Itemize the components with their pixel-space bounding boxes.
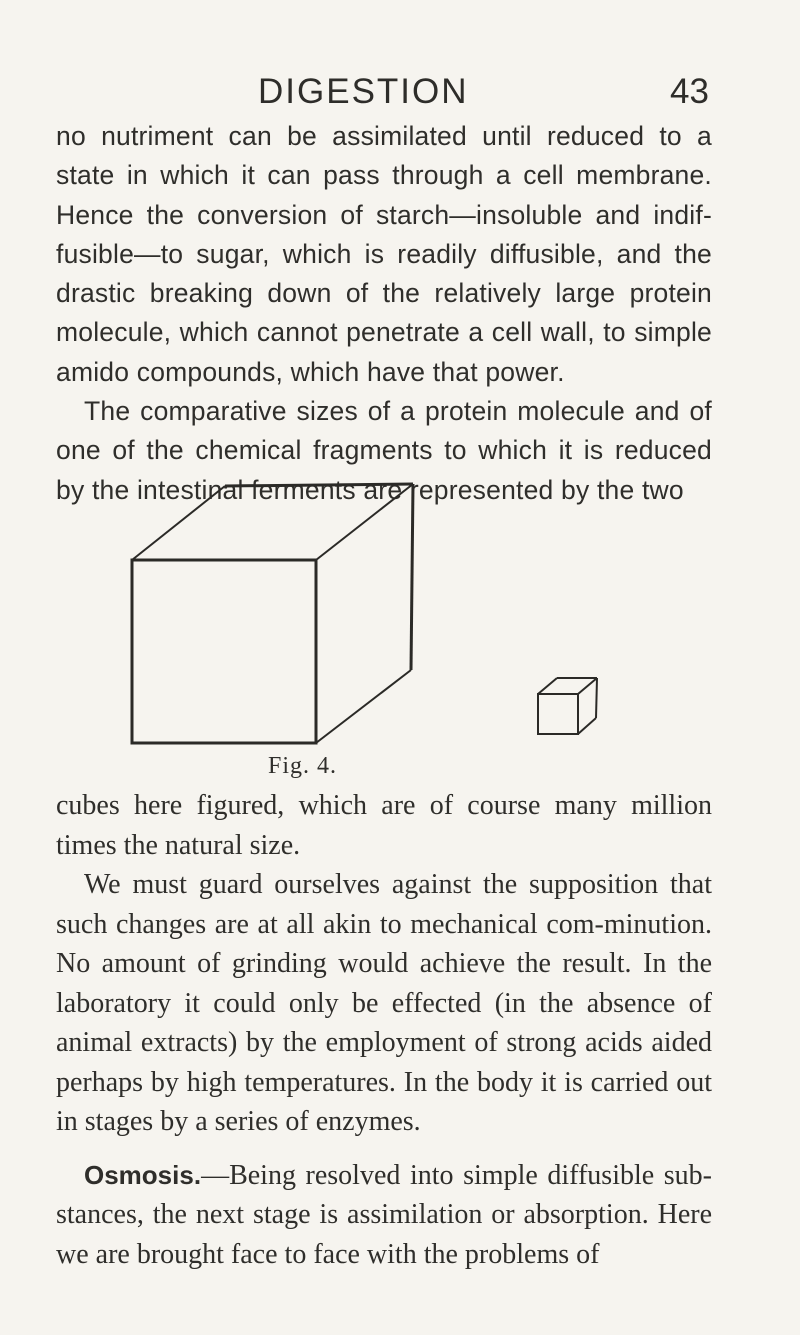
chapter-title: DIGESTION (258, 72, 469, 111)
body-text-top (56, 117, 712, 510)
paragraph: cubes here figured, which are of course many million times the natural size. (56, 790, 712, 861)
paragraph: We must guard ourselves against the supposition that such changes are at all akin to mechanical com-minution. No amount of grinding would achieve the result. In the laboratory it could only be effected (in the absence of animal extracts) by the employment of strong acids aided perhaps by high temperatures. In the body it is carried out in stages by a series of enzymes. (56, 869, 712, 1137)
section-paragraph (56, 1156, 712, 1275)
small-cube (538, 678, 597, 734)
running-header (0, 70, 800, 118)
paragraph: The comparative sizes of a protein molecule and of one of the chemical fragments to which it is reduced by the intestinal ferments are represented by the two (56, 396, 712, 505)
large-cube (132, 484, 413, 743)
section-heading: Osmosis. (84, 1159, 202, 1190)
figure-cubes (120, 478, 640, 756)
page-number: 43 (670, 72, 709, 111)
body-text-bottom (56, 786, 712, 1274)
paragraph: no nutriment can be assimilated until reduced to a state in which it can pass through a cell membrane. Hence the conversion of starch—insoluble and indif-fusible—to sugar, which is readily diffusible, and the drastic breaking down of the relatively large protein molecule, which cannot penetrate a cell wall, to simple amido compounds, which have that power. (56, 121, 712, 387)
section-text: —Being resolved into simple diffusible sub-stances, the next stage is assimilation or absorption. Here we are brought face to face with the problems of (56, 1159, 712, 1270)
figure-caption: Fig. 4. (268, 753, 338, 779)
